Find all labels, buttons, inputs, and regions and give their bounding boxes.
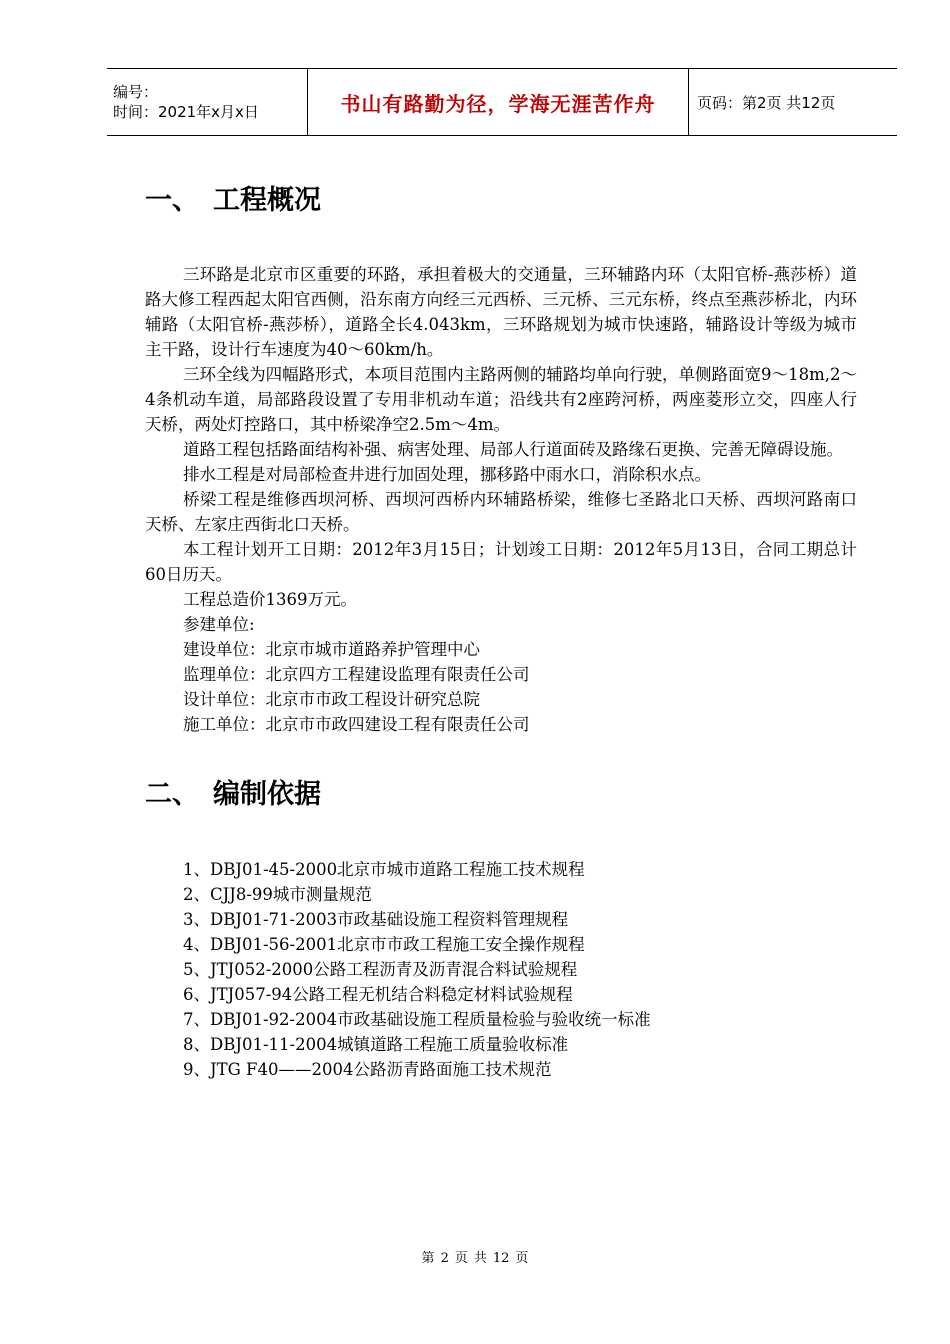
footer-total-pages: 12 [492, 1251, 510, 1266]
footer-ye: 页 [454, 1251, 468, 1266]
page-label: 页码：第2页 共12页 [697, 93, 836, 112]
paragraph: 排水工程是对局部检查井进行加固处理，挪移路中雨水口，消除积水点。 [183, 465, 711, 484]
time-label: 时间：2021年x月x日 [113, 103, 259, 121]
list-item: 6、JTJ057-94公路工程无机结合料稳定材料试验规程 [183, 985, 573, 1004]
paragraph: 三环路是北京市区重要的环路，承担着极大的交通量，三环辅路内环（太阳官桥-燕莎桥）道路大修工程西起太阳官西侧，沿东南方向经三元西桥、三元桥、三元东桥，终点至燕莎桥北，内环辅路（太阳官桥-燕莎桥），道路全长4.043km，三环路规划为城市快速路，辅路设计等级为城市主干路，设计行车速度为40～60km/h。 [145, 265, 857, 359]
footer-ye: 页 [515, 1251, 529, 1266]
header-page-cell [689, 69, 898, 136]
list-item: 4、DBJ01-56-2001北京市市政工程施工安全操作规程 [183, 935, 585, 954]
paragraph: 施工单位：北京市市政四建设工程有限责任公司 [183, 715, 530, 734]
section-number: 一、 [145, 185, 199, 216]
section-title: 工程概况 [213, 185, 321, 216]
paragraph: 设计单位：北京市市政工程设计研究总院 [183, 690, 480, 709]
paragraph: 建设单位：北京市城市道路养护管理中心 [183, 640, 480, 659]
reference-list [183, 857, 863, 1082]
list-item: 5、JTJ052-2000公路工程沥青及沥青混合料试验规程 [183, 960, 578, 979]
paragraph: 三环全线为四幅路形式，本项目范围内主路两侧的辅路均单向行驶，单侧路面宽9～18m,2～4条机动车道，局部路段设置了专用非机动车道；沿线共有2座跨河桥，两座菱形立交，四座人行天桥，两处灯控路口，其中桥梁净空2.5m～4m。 [145, 365, 857, 434]
list-item: 1、DBJ01-45-2000北京市城市道路工程施工技术规程 [183, 860, 585, 879]
paragraph: 参建单位: [183, 615, 255, 634]
paragraph: 本工程计划开工日期：2012年3月15日；计划竣工日期：2012年5月13日，合同工期总计60日历天。 [145, 540, 857, 584]
section-heading-1 [145, 178, 321, 217]
list-item: 8、DBJ01-11-2004城镇道路工程施工质量验收标准 [183, 1035, 569, 1054]
paragraph: 工程总造价1369万元。 [183, 590, 357, 609]
footer-gong: 共 [473, 1251, 487, 1266]
footer-page-number: 2 [440, 1251, 449, 1266]
header-meta-cell [107, 69, 308, 136]
list-item: 9、JTG F40——2004公路沥青路面施工技术规范 [183, 1060, 552, 1079]
paragraph: 道路工程包括路面结构补强、病害处理、局部人行道面砖及路缘石更换、完善无障碍设施。 [183, 440, 843, 459]
paragraph: 监理单位：北京四方工程建设监理有限责任公司 [183, 665, 530, 684]
footer-di: 第 [421, 1251, 435, 1266]
list-item: 7、DBJ01-92-2004市政基础设施工程质量检验与验收统一标准 [183, 1010, 651, 1029]
number-label: 编号： [113, 83, 159, 101]
header-motto-cell [308, 69, 689, 136]
section-title: 编制依据 [213, 779, 321, 810]
section-number: 二、 [145, 779, 199, 810]
header-table [107, 68, 897, 136]
motto: 书山有路勤为径，学海无涯苦作舟 [340, 91, 656, 116]
list-item: 2、CJJ8-99城市测量规范 [183, 885, 372, 904]
section-heading-2 [145, 772, 321, 811]
list-item: 3、DBJ01-71-2003市政基础设施工程资料管理规程 [183, 910, 569, 929]
page-footer [0, 1247, 950, 1266]
section1-body [145, 262, 857, 737]
paragraph: 桥梁工程是维修西坝河桥、西坝河西桥内环辅路桥梁，维修七圣路北口天桥、西坝河路南口天桥、左家庄西街北口天桥。 [145, 490, 857, 534]
